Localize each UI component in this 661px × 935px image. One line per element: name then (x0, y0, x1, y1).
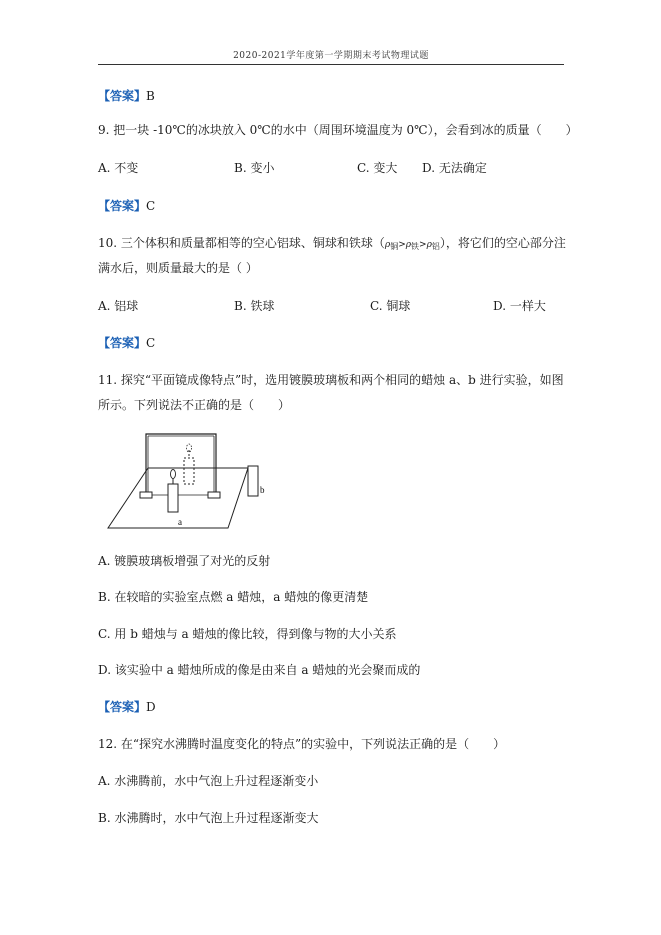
rho-subscript-aluminum: 铝 (431, 242, 440, 251)
candle-a (168, 484, 178, 512)
candle-image-dashed (184, 458, 194, 484)
q12-option-a: A. 水沸腾前，水中气泡上升过程逐渐变小 (98, 774, 319, 788)
rho-symbol: ρ (384, 240, 391, 250)
gt-symbol: > (398, 240, 406, 250)
question-9-stem: 9. 把一块 -10℃的冰块放入 0℃的水中（周围环境温度为 0℃），会看到冰的质量（ ） (98, 123, 578, 137)
question-11-stem-line1: 11. 探究“平面镜成像特点”时，选用镀膜玻璃板和两个相同的蜡烛 a、b 进行实验，如图 (98, 373, 564, 387)
density-relation (385, 240, 440, 250)
q10-option-c: C. 铜球 (370, 299, 411, 313)
answer-tag: 【答案】 (98, 700, 147, 714)
answer-9 (98, 198, 155, 214)
answer-tag: 【答案】 (98, 199, 147, 213)
rho-subscript-iron: 铁 (411, 242, 420, 251)
candle-b (248, 466, 258, 496)
q10-stem-post: ），将它们的空心部分注 (439, 236, 566, 250)
plane-mirror-experiment-figure (98, 428, 278, 538)
candle-a-flame (171, 470, 176, 479)
rho-symbol: ρ (426, 240, 432, 250)
left-support-block (140, 492, 152, 498)
q12-option-b: B. 水沸腾时，水中气泡上升过程逐渐变大 (98, 811, 319, 825)
q10-stem-pre: 10. 三个体积和质量都相等的空心铝球、铜球和铁球（ (98, 236, 385, 250)
gt-symbol: > (419, 240, 427, 250)
q10-option-d: D. 一样大 (493, 299, 546, 313)
answer-value: B (146, 89, 155, 103)
answer-value: C (146, 336, 156, 350)
question-11-stem-line2: 所示。下列说法不正确的是（ ） (98, 398, 291, 412)
answer-10 (98, 335, 155, 351)
answer-value: D (146, 700, 156, 714)
q11-option-d: D. 该实验中 a 蜡烛所成的像是由来自 a 蜡烛的光会聚而成的 (98, 663, 421, 677)
question-12-stem: 12. 在“探究水沸腾时温度变化的特点”的实验中，下列说法正确的是（ ） (98, 737, 506, 751)
right-support-block (208, 492, 220, 498)
candle-b-label: b (260, 485, 265, 495)
answer-tag: 【答案】 (98, 336, 147, 350)
answer-11 (98, 699, 156, 715)
q10-option-b: B. 铁球 (234, 299, 275, 313)
rho-subscript-copper: 铜 (390, 242, 399, 251)
page-header-title: 2020-2021学年度第一学期期末考试物理试题 (233, 51, 429, 61)
answer-tag: 【答案】 (98, 89, 147, 103)
q9-option-c: C. 变大 (357, 161, 398, 175)
q9-option-a: A. 不变 (98, 161, 139, 175)
q11-option-a: A. 镀膜玻璃板增强了对光的反射 (98, 554, 271, 568)
q11-option-b: B. 在较暗的实验室点燃 a 蜡烛，a 蜡烛的像更清楚 (98, 590, 369, 604)
question-10-stem-line1 (98, 235, 566, 255)
answer-value: C (146, 199, 156, 213)
answer-8 (98, 88, 155, 104)
candle-a-label: a (178, 517, 182, 527)
q9-option-d: D. 无法确定 (422, 161, 487, 175)
header-divider (98, 64, 564, 65)
q11-option-c: C. 用 b 蜡烛与 a 蜡烛的像比较，得到像与物的大小关系 (98, 627, 397, 641)
rho-symbol: ρ (405, 240, 412, 250)
q9-option-b: B. 变小 (234, 161, 275, 175)
q10-option-a: A. 铝球 (98, 299, 139, 313)
glass-plate-frame (146, 434, 216, 496)
question-10-stem-line2: 满水后，则质量最大的是（ ） (98, 261, 258, 275)
